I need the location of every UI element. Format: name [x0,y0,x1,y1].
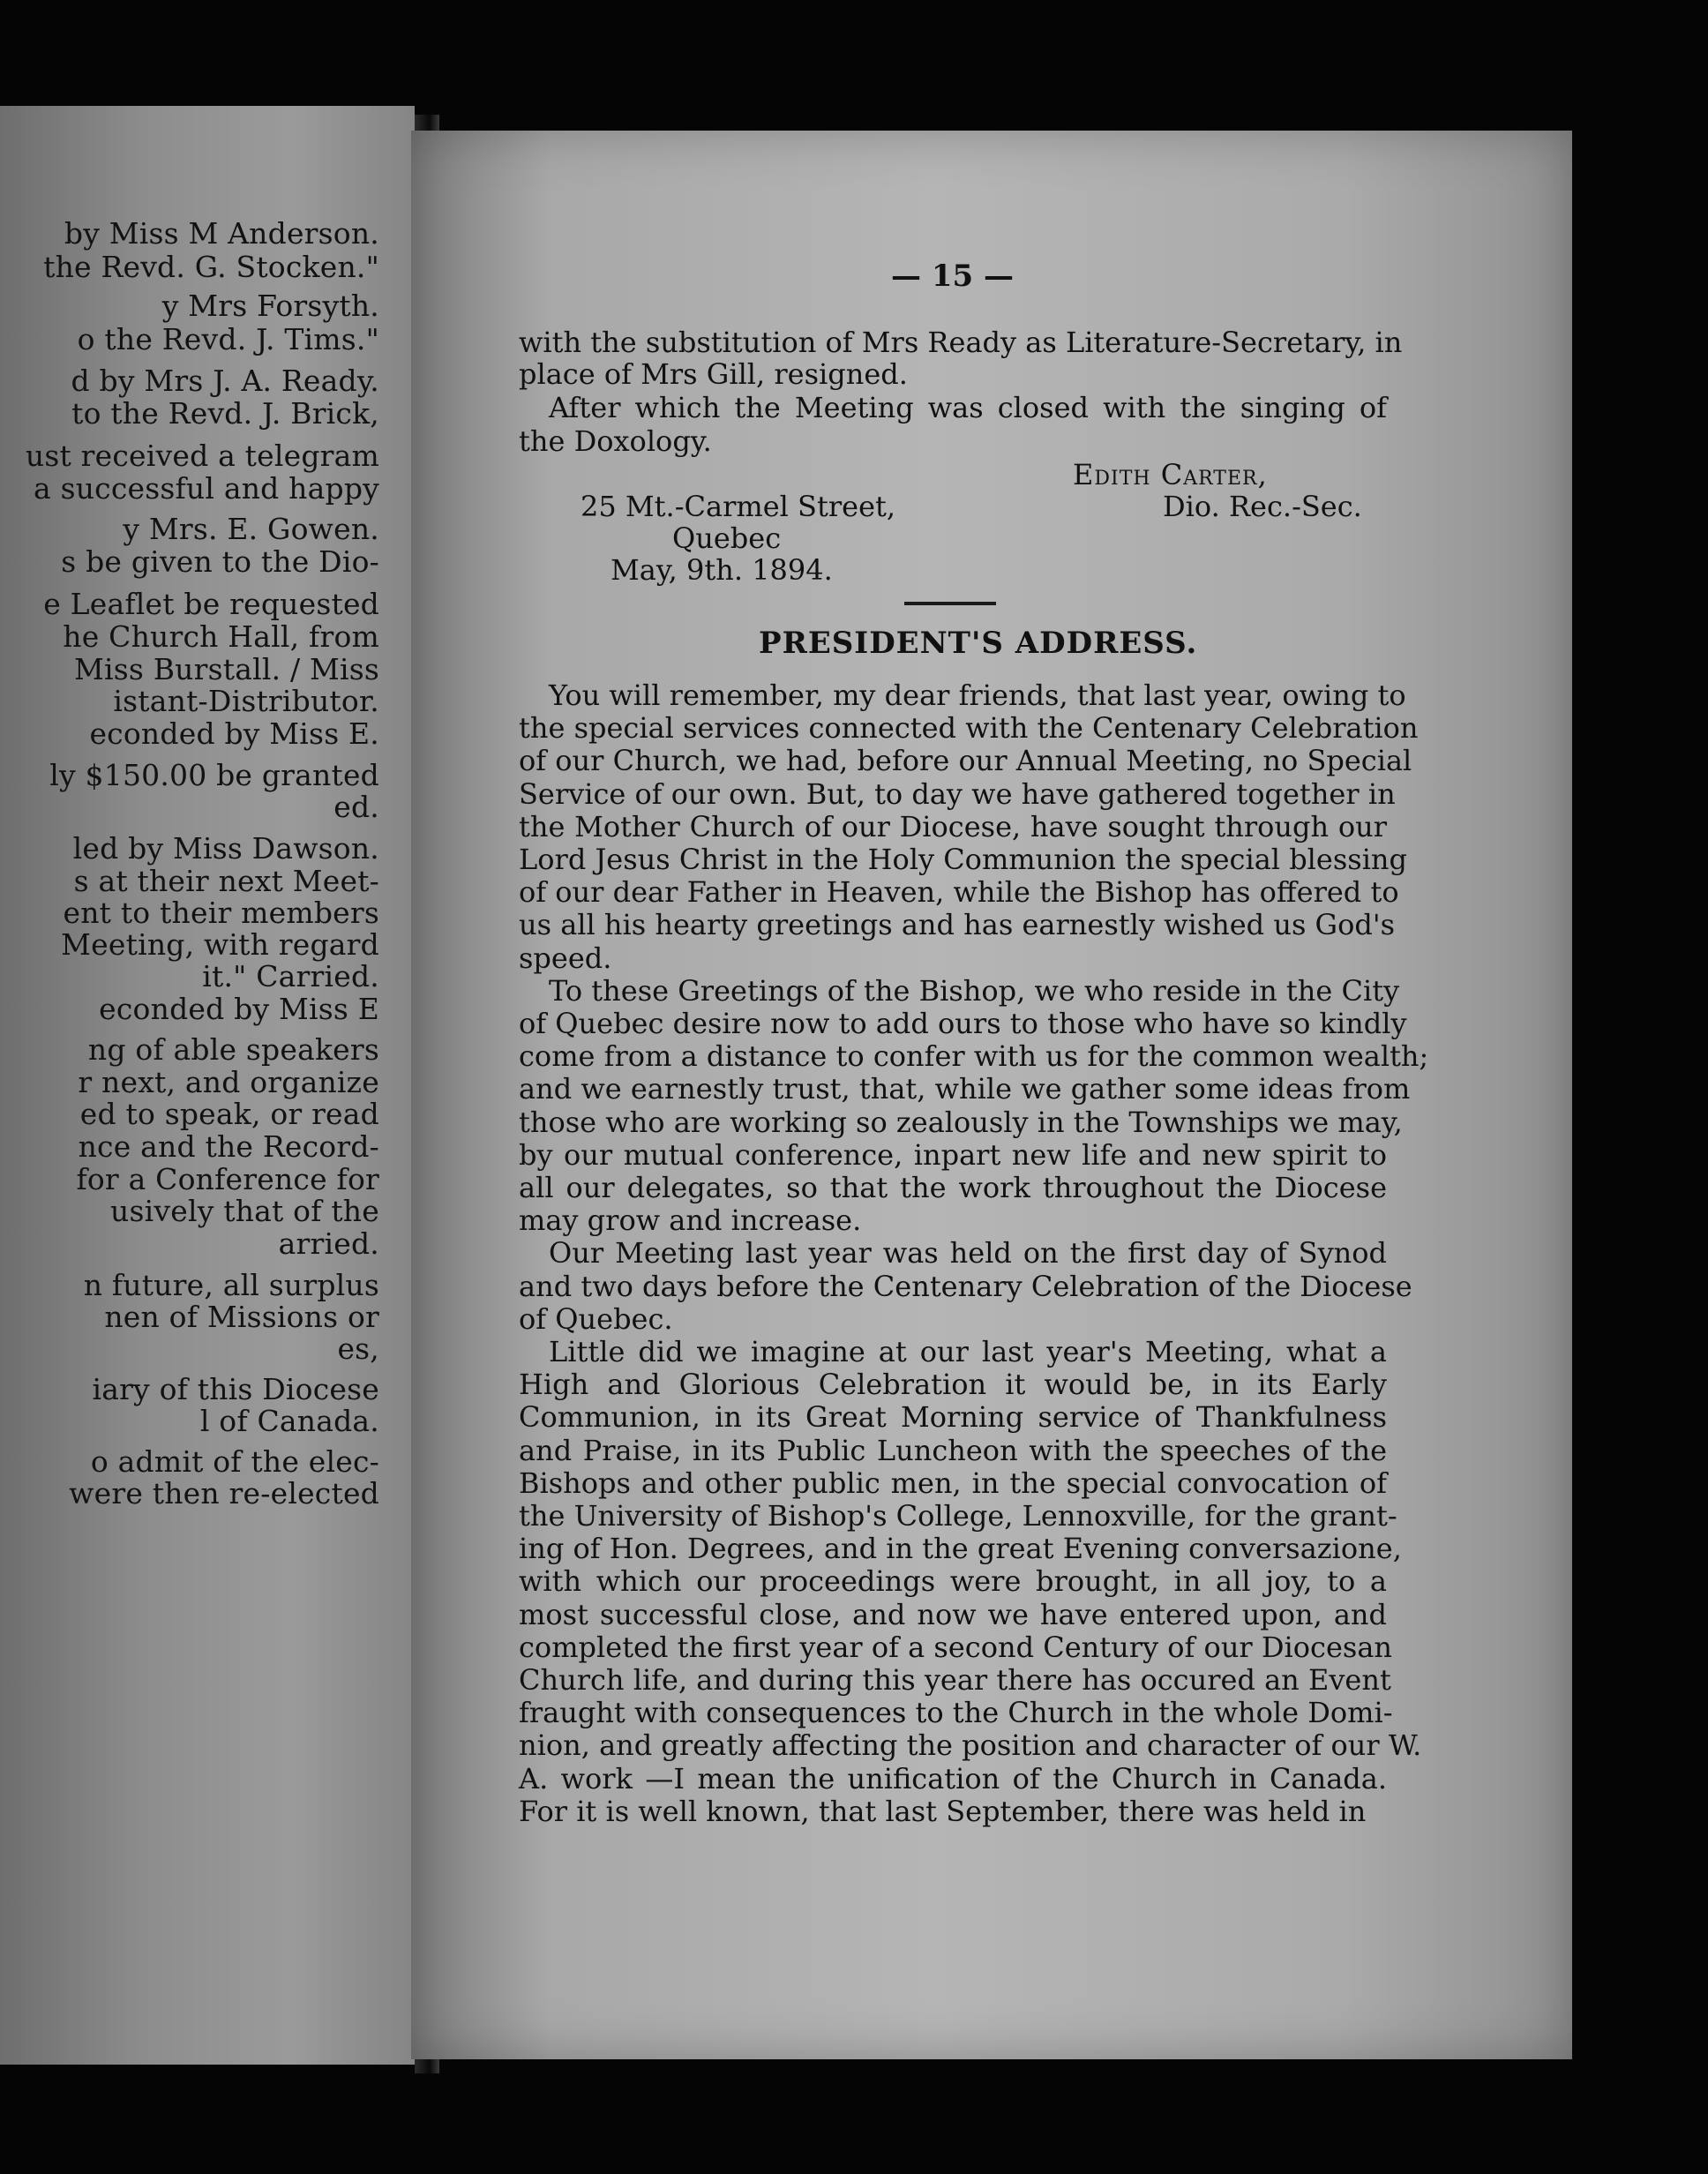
left-page [0,106,415,2065]
text-line: with which our proceedings were brought, in all joy, to a [519,1564,1387,1598]
left-page-line: arried. [278,1226,379,1261]
left-page-line: ly $150.00 be granted [49,758,379,792]
text-line: come from a distance to confer with us for the common wealth; [519,1039,1429,1073]
section-heading: PRESIDENT'S ADDRESS. [759,626,1198,661]
text-line: of Quebec desire now to add ours to those who have so kindly [519,1007,1407,1040]
left-page-line: nce and the Record- [78,1129,379,1164]
text-line: place of Mrs Gill, resigned. [519,357,908,391]
text-line: those who are working so zealously in the Townships we may, [519,1106,1403,1139]
text-line: of our Church, we had, before our Annual Meeting, no Special [519,744,1412,777]
left-page-line: y Mrs Forsyth. [161,289,379,323]
left-page-line: ed. [333,790,379,824]
text-line: the University of Bishop's College, Lennoxville, for the grant- [519,1499,1397,1533]
text-line: may grow and increase. [519,1203,862,1237]
text-line: Lord Jesus Christ in the Holy Communion the special blessing [519,843,1408,876]
text-line: Our Meeting last year was held on the first day of Synod [549,1236,1387,1270]
text-line: and Praise, in its Public Luncheon with the speeches of the [519,1434,1387,1467]
text-line: For it is well known, that last September, there was held in [519,1795,1367,1828]
text-line: and we earnestly trust, that, while we gather some ideas from [519,1072,1411,1106]
text-line: with the substitution of Mrs Ready as Literature-Secretary, in [519,326,1403,359]
left-page-line: istant-Distributor. [113,684,379,718]
text-line: speed. [519,941,612,975]
left-page-line: d by Mrs J. A. Ready. [71,364,379,398]
left-page-line: es, [337,1331,379,1366]
text-line: After which the Meeting was closed with the singing of [549,391,1387,424]
left-page-line: the Revd. G. Stocken." [43,250,379,284]
left-page-line: by Miss M Anderson. [64,216,379,251]
left-page-line: iary of this Diocese [92,1372,379,1406]
left-page-line: e Leaflet be requested [43,587,379,621]
left-page-line: Meeting, with regard [61,927,379,962]
section-divider [904,602,996,605]
text-line: ing of Hon. Degrees, and in the great Evening conversazione, [519,1532,1402,1565]
text-line: Bishops and other public men, in the special convocation of [519,1466,1387,1500]
left-page-line: o admit of the elec- [90,1444,379,1479]
text-line: Communion, in its Great Morning service of Thankfulness [519,1400,1387,1434]
left-page-line: usively that of the [110,1194,379,1228]
left-page-line: were then re-elected [69,1476,379,1511]
left-page-line: ust received a telegram [25,439,379,473]
left-page-line: l of Canada. [199,1404,379,1438]
left-page-line: it." Carried. [202,959,379,993]
left-page-line: nen of Missions or [104,1300,379,1334]
text-line: the Mother Church of our Diocese, have sought through our [519,810,1387,843]
left-page-line: for a Conference for [76,1162,379,1196]
text-line: and two days before the Centenary Celebration of the Diocese [519,1270,1412,1303]
left-page-line: s be given to the Dio- [61,544,379,579]
text-line: nion, and greatly affecting the position and character of our W. [519,1728,1422,1762]
left-page-line: Miss Burstall. / Miss [74,652,379,686]
text-line: the Doxology. [519,424,712,458]
left-page-line: he Church Hall, from [63,619,379,654]
left-page-line: ed to speak, or read [79,1097,379,1131]
text-line: fraught with consequences to the Church in the whole Domi- [519,1696,1393,1729]
text-line: by our mutual conference, inpart new life and new spirit to [519,1138,1387,1172]
left-page-line: to the Revd. J. Brick, [71,396,379,431]
left-page-line: o the Revd. J. Tims." [77,322,379,356]
text-line: Little did we imagine at our last year's Meeting, what a [549,1335,1387,1368]
text-line: the special services connected with the Centenary Celebration [519,711,1419,745]
text-line: To these Greetings of the Bishop, we who reside in the City [549,974,1400,1008]
signature-title: Dio. Rec.-Sec. [1163,490,1362,523]
text-line: You will remember, my dear friends, that last year, owing to [549,678,1406,712]
left-page-line: y Mrs. E. Gowen. [123,512,379,546]
text-line: High and Glorious Celebration it would be, in its Early [519,1368,1387,1401]
left-page-line: econded by Miss E [99,992,379,1026]
text-line: completed the first year of a second Century of our Diocesan [519,1630,1393,1664]
text-line: Church life, and during this year there has occured an Event [519,1663,1391,1697]
left-page-line: n future, all surplus [83,1268,379,1302]
left-page-line: s at their next Meet- [73,864,379,898]
address-city: Quebec [672,521,782,555]
text-line: A. work —I mean the unification of the Church in Canada. [519,1762,1387,1795]
address-date: May, 9th. 1894. [611,553,833,587]
left-page-line: led by Miss Dawson. [72,831,379,866]
left-page-line: r next, and organize [78,1065,379,1099]
text-line: most successful close, and now we have entered upon, and [519,1598,1387,1631]
address-street: 25 Mt.-Carmel Street, [581,490,896,523]
text-line: of our dear Father in Heaven, while the Bishop has offered to [519,875,1399,909]
left-page-line: econded by Miss E. [89,716,379,751]
left-page-line: ent to their members [63,896,379,930]
text-line: of Quebec. [519,1302,673,1336]
text-line: us all his hearty greetings and has earnestly wished us God's [519,908,1396,941]
page-number: — 15 — [891,259,1014,294]
left-page-line: a successful and happy [34,471,379,506]
text-line: all our delegates, so that the work throughout the Diocese [519,1171,1387,1204]
signature-name: Edith Carter, [1073,458,1268,491]
left-page-line: ng of able speakers [87,1032,379,1067]
text-line: Service of our own. But, to day we have gathered together in [519,777,1396,811]
